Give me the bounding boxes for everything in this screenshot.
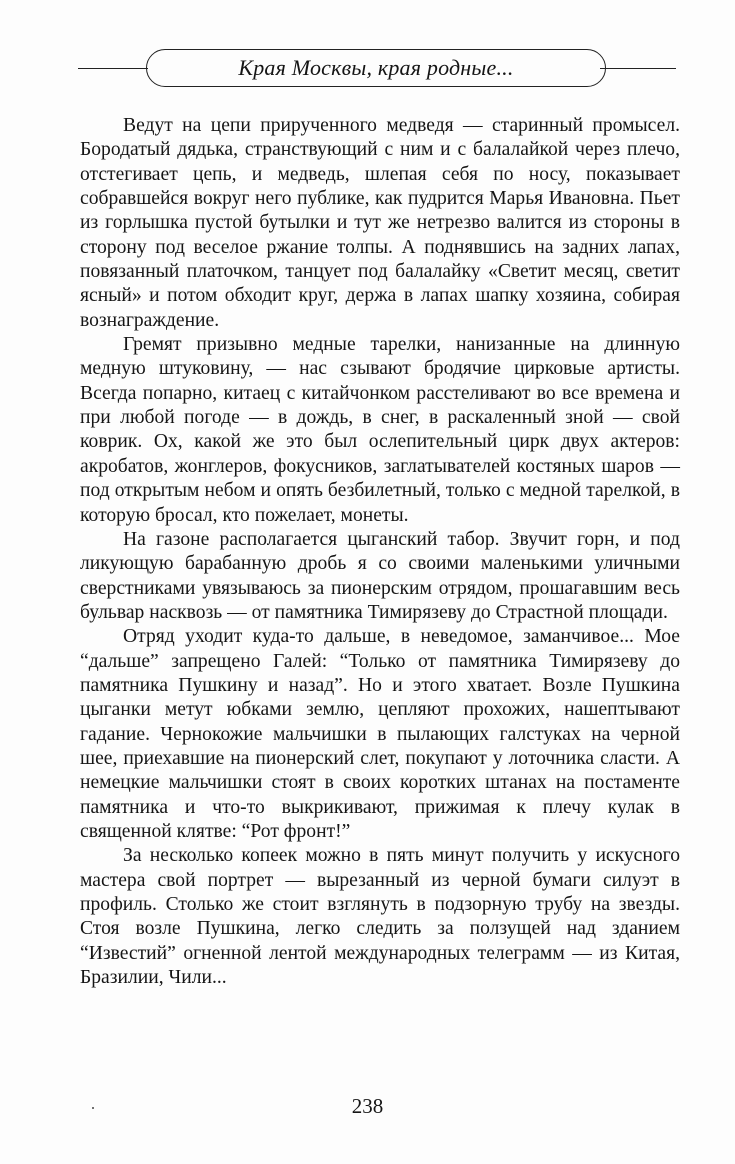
paragraph-pushkin: Отряд уходит куда-то дальше, в неведомое, заманчивое... Мое “дальше” запрещено Галей: “Только от памятника Тимирязеву до памятника Пушкину и назад”. Но и этого хватает. Возле Пушкина цыганки метут юбками землю, цепляют прохожих, нашептывают гадание. Чернокожие мальчишки в пылающих галстуках на черной шее, приехавшие на пионерский слет, покупают у лоточника сласти. А немецкие мальчишки стоят в своих коротких штанах на постаменте памятника и что-то выкрикивают, прижимая к плечу кулак в священной клятве: “Рот фронт!”	[80, 626, 680, 842]
paragraph-silhouette: За несколько копеек можно в пять минут получить у искусного мастера свой портрет — вырезанный из черной бумаги силуэт в профиль. Столько же стоит взглянуть в подзорную трубу на звезды. Стоя возле Пушкина, легко следить за ползущей над зданием “Известий” огненной лентой международных телеграмм — из Китая, Бразилии, Чили...	[80, 845, 680, 989]
paragraph-bear: Ведут на цепи прирученного медведя — старинный промысел. Бородатый дядька, странствующий с ним и с балалайкой через плечо, отстегивает цепь, и медведь, шлепая себя по носу, показывает собравшейся вокруг него публике, как пудрится Марья Ивановна. Пьет из горлышка пустой бутылки и тут же нетрезво валится из стороны в сторону под веселое ржание толпы. А поднявшись на задних лапах, повязанный платочком, танцует под балалайку «Светит месяц, светит ясный» и потом обходит круг, держа в лапах шапку хозяина, собирая вознаграждение.	[80, 115, 680, 331]
running-header	[146, 49, 606, 87]
header-rule-right	[600, 68, 676, 69]
running-header-title: Края Москвы, края родные...	[238, 55, 514, 80]
paragraph-circus: Гремят призывно медные тарелки, нанизанные на длинную медную штуковину, — нас сзывают бродячие цирковые артисты. Всегда попарно, китаец с китайчонком расстеливают во все времена и при любой погоде — в дождь, в снег, в раскаленный зной — свой коврик. Ох, какой же это был ослепительный цирк двух актеров: акробатов, жонглеров, фокусников, заглатывателей костяных шаров — под открытым небом и опять безбилетный, только с медной тарелкой, в которую бросал, кто пожелает, монеты.	[80, 334, 680, 526]
body-text	[80, 114, 680, 990]
header-rule-left	[78, 68, 148, 69]
paragraph-gypsy-camp: На газоне располагается цыганский табор. Звучит горн, и под ликующую барабанную дробь я со своими маленькими уличными сверстниками увязываюсь за пионерским отрядом, прошагавшим весь бульвар насквозь — от памятника Тимирязеву до Страстной площади.	[80, 528, 680, 623]
page-number: 238	[351, 1094, 384, 1118]
